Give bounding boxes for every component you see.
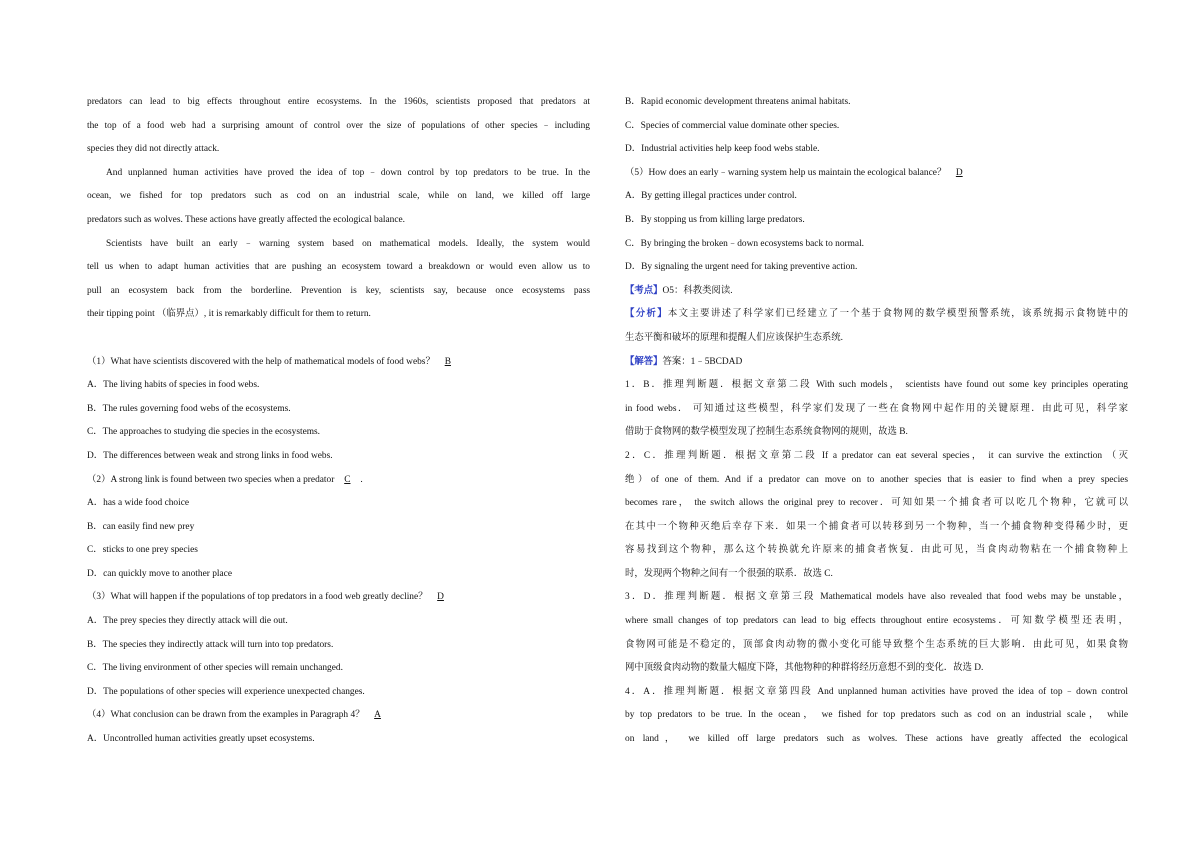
- option: D．The populations of other species will experience unexpected changes.: [87, 686, 365, 697]
- explanation-line: 3．D．推理判断题．根据文章第三段 Mathematical models have also revealed that food webs may be unstable，: [625, 592, 1128, 603]
- explanation-line: 容易找到这个物种，那么这个转换就允许原来的捕食者恢复．由此可见，当食肉动物粘在一个捕食物种上: [625, 545, 1128, 556]
- option: C．Species of commercial value dominate other species.: [625, 120, 840, 131]
- question-2-stem: （2）A strong link is found between two species when a predator C .: [87, 469, 590, 493]
- passage-line: tell us when to adapt human activities that are pushing an ecosystem toward a breakdown or would even allow us to: [87, 262, 590, 273]
- explanation-line: 1．B．推理判断题．根据文章第二段 With such models， scientists have found out some key principles operating: [625, 380, 1128, 391]
- jieda-line: 【解答】答案：1﹣5BCDAD: [625, 356, 743, 367]
- passage-line: ocean, we fished for top predators such as cod on an industrial scale, while on land, we killed off large: [87, 191, 590, 202]
- right-column: [625, 91, 1128, 752]
- explanation-line: where small changes of top predators can lead to big effects throughout entire ecosystems．可知数学模型还表明，: [625, 616, 1128, 627]
- explanation-line: 时，发现两个物种之间有一个很强的联系．故选 C.: [625, 568, 833, 579]
- question-4-stem: （4）What conclusion can be drawn from the examples in Paragraph 4？ A: [87, 704, 590, 728]
- option: A．Uncontrolled human activities greatly upset ecosystems.: [87, 734, 315, 745]
- option: C．The approaches to studying die species in the ecosystems.: [87, 427, 321, 438]
- option: C．sticks to one prey species: [87, 545, 198, 556]
- kaodian-tag: 【考点】: [625, 285, 663, 296]
- option: D．By signaling the urgent need for taking preventive action.: [625, 262, 858, 273]
- explanation-line: 食物网可能是不稳定的，顶部食肉动物的微小变化可能导致整个生态系统的巨大影响．由此可见，如果食物: [625, 639, 1128, 650]
- explanation-line: becomes rare， the switch allows the original prey to recover．可知如果一个捕食者可以吃几个物种，它就可以: [625, 498, 1128, 509]
- passage-line: their tipping point （临界点）, it is remarkably difficult for them to return.: [87, 309, 371, 320]
- passage-line: predators can lead to big effects throughout entire ecosystems. In the 1960s, scientists proposed that predators at: [87, 97, 590, 107]
- fenxi-tag: 【分析】: [625, 309, 668, 320]
- explanation-line: 借助于食物网的数学模型发现了控制生态系统食物网的规则，故选 B.: [625, 427, 908, 438]
- option: C．The living environment of other species will remain unchanged.: [87, 663, 343, 674]
- option: B．can easily find new prey: [87, 521, 195, 532]
- question-4-answer: A: [374, 710, 381, 721]
- option: B．By stopping us from killing large predators.: [625, 214, 805, 225]
- option: A．has a wide food choice: [87, 498, 190, 509]
- explanation-line: 2．C．推理判断题．根据文章第二段 If a predator can eat several species， it can survive the extinction （灭: [625, 450, 1128, 461]
- option: B．Rapid economic development threatens animal habitats.: [625, 97, 851, 107]
- passage-line: pull an ecosystem back from the borderline. Prevention is key, scientists say, because once ecosystems pass: [87, 285, 590, 296]
- passage-line: And unplanned human activities have proved the idea of top﹣down control by top predators to be true. In the: [106, 167, 590, 178]
- question-3-stem: （3）What will happen if the populations of top predators in a food web greatly decline？ D: [87, 586, 590, 610]
- option: D．can quickly move to another place: [87, 568, 233, 579]
- question-1-stem: （1）What have scientists discovered with the help of mathematical models of food webs？ B: [87, 351, 590, 375]
- option: A．The prey species they directly attack will die out.: [87, 616, 288, 627]
- explanation-line: 4．A．推理判断题．根据文章第四段 And unplanned human activities have proved the idea of top﹣down control: [625, 686, 1128, 697]
- option: A．By getting illegal practices under control.: [625, 191, 797, 202]
- question-3-answer: D: [437, 592, 444, 603]
- passage-line: species they did not directly attack.: [87, 144, 220, 155]
- explanation-line: by top predators to be true. In the ocean， we fished for top predators such as cod on an industrial scale， while: [625, 710, 1128, 721]
- explanation-line: in food webs． 可知通过这些模型，科学家们发现了一些在食物网中起作用的关键原理．由此可见，科学家: [625, 403, 1128, 414]
- option: B．The rules governing food webs of the ecosystems.: [87, 403, 291, 414]
- question-2-answer: C: [344, 474, 351, 485]
- option: D．The differences between weak and strong links in food webs.: [87, 450, 333, 461]
- passage-line: Scientists have built an early﹣warning system based on mathematical models. Ideally, the system would: [106, 238, 590, 249]
- option: A．The living habits of species in food webs.: [87, 380, 260, 391]
- question-1-answer: B: [444, 356, 451, 367]
- question-5-stem: （5）How does an early﹣warning system help us maintain the ecological balance？ D: [625, 162, 1128, 186]
- fenxi-line: 【分析】本文主要讲述了科学家们已经建立了一个基于食物网的数学模型预警系统，该系统揭示食物链中的: [625, 309, 1128, 320]
- question-5-answer: D: [955, 167, 963, 178]
- explanation-line: on land， we killed off large predators such as wolves. These actions have greatly affected the ecological: [625, 734, 1128, 745]
- fenxi-line: 生态平衡和破坏的原理和提醒人们应该保护生态系统.: [625, 332, 843, 343]
- jieda-tag: 【解答】: [625, 356, 663, 367]
- passage-line: the top of a food web had a surprising amount of control over the size of populations of other species﹣including: [87, 120, 590, 131]
- kaodian-line: 【考点】O5：科教类阅读.: [625, 285, 733, 296]
- explanation-line: 在其中一个物种灭绝后幸存下来．如果一个捕食者可以转移到另一个物种，当一个捕食物种变得稀少时，更: [625, 521, 1128, 532]
- explanation-line: 网中顶级食肉动物的数量大幅度下降，其他物种的种群将经历意想不到的变化．故选 D.: [625, 663, 984, 674]
- option: B．The species they indirectly attack will turn into top predators.: [87, 639, 334, 650]
- option: D．Industrial activities help keep food webs stable.: [625, 144, 820, 155]
- option: C．By bringing the broken﹣down ecosystems back to normal.: [625, 238, 865, 249]
- passage-line: predators such as wolves. These actions have greatly affected the ecological balance.: [87, 214, 406, 225]
- left-column: [87, 91, 590, 752]
- explanation-line: 绝）of one of them. And if a predator can move on to another species that is easier to find when a prey species: [625, 474, 1128, 485]
